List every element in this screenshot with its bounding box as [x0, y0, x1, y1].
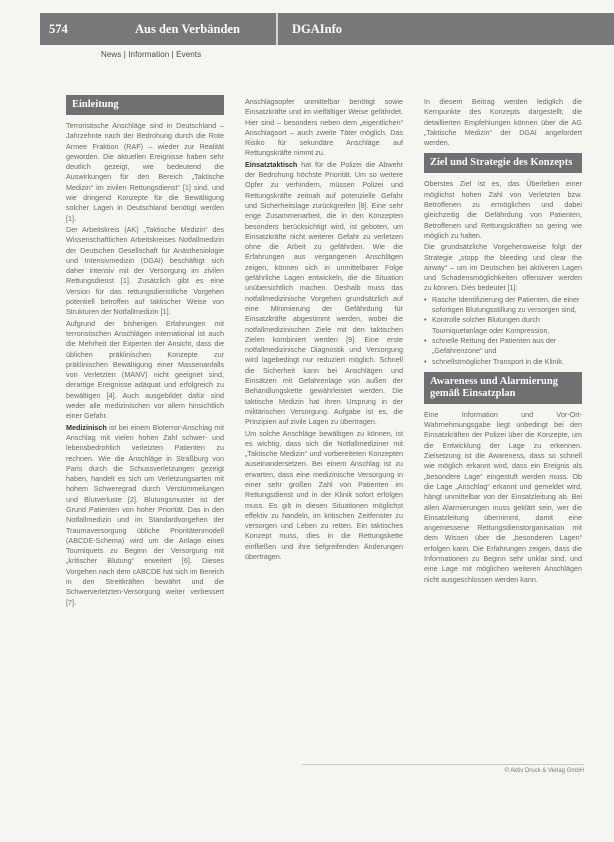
- column-3: [424, 97, 582, 586]
- heading-ziel-strategie: Ziel und Strategie des Konzepts: [424, 153, 582, 173]
- section-title: Aus den Verbänden: [135, 22, 240, 36]
- paragraph-lead: Einsatztaktisch: [245, 159, 298, 169]
- column-2: [245, 97, 403, 563]
- paragraph: [66, 423, 224, 608]
- heading-awareness: Awareness und Alarmierung gemäß Einsatzplan: [424, 372, 582, 404]
- column-1: [66, 90, 224, 609]
- paragraph: Die grundsätzliche Vorgehensweise folgt der Strategie „stopp the bleeding und clear the airway“ – um im Deutschen bei aktiveren Lagen und Schadensmöglichkeiten offensiver werden zu können. Dies bedeutet [1]:: [424, 242, 582, 293]
- paragraph-lead: Medizinisch: [66, 422, 107, 432]
- paragraph: Der Arbeitskreis (AK) „Taktische Medizin“ des Wissenschaftlichen Arbeitskreises Notfallmedizin der Deutschen Gesellschaft für Anästhesiologie und Intensivmedizin (DGAI) beschäftigt sich daher intensiv mit der Versorgung im zivilen Rettungsdienst [1]. Zusätzlich gibt es eine Version für das rettungsdienstliche Vorgehen potentiell betroffen auf taktischer Weise von Strukturen der Notfallmedizin [1].: [66, 224, 224, 317]
- list-item: • schnelle Rettung der Patienten aus der „Gefahrenzone“ und: [424, 336, 582, 357]
- list-item: • Kontrolle solcher Blutungen durch Tourniquetanlage oder Kompression,: [424, 315, 582, 336]
- paragraph: Oberstes Ziel ist es, das Überleben einer möglichst hohen Zahl von Verletzten bzw. Betroffenen zu ermöglichen und dabei gleichzeitig die Gefährdung von Patienten, Betroffenen und Rettungskräften so gering wie möglich zu halten.: [424, 179, 582, 240]
- page-number: 574: [49, 22, 68, 36]
- paragraph-body: hat für die Polizei die Abwehr der Bedrohung höchste Priorität. Um so weitere Opfer zu verhindern, müssen Polizei und Rettungskräfte zeitnah auf potenzielle Gefahr und Sicherheitslage zurückgreifen [8]. Eine sehr enge Zusammenarbeit, die in den Konzepten besonders berücksichtigt wird, ist geboten, um Einsatzkräfte nicht weiterer Gefahr zu verletzen ohne die Arbeit zu gefährden. Wie die Erfahrungen aus vergangenen Anschlägen zeigen, können sich in unmittelbarer Folge gefährliche Lagen entwickeln, die die Situation unübersichtlich machen. Deshalb muss das notfallmedizinische Vorgehen grundsätzlich auf eine Minimierung der Gefährdung für Einsatzkräfte abgestimmt werden, wobei die notfallmedizinischen Ziele mit den taktischen Zielen kombiniert werden [9]. Eine erste notfallmedizinische Diagnostik und Versorgung wird lagebedingt nur reduziert möglich. Schnell die Sicherheit kann bei Anschlägen und Einsätzen mit Gefahrenlage von außen der Behandlungskette gewährleistet werden. Die taktische Medizin hat ihren Ursprung in der militärischen Versorgung. Aufgabe ist es, die Prinzipien auf zivile Lagen zu übertragen.: [245, 159, 403, 427]
- magazine-title: DGAInfo: [292, 22, 343, 36]
- heading-einleitung: Einleitung: [66, 95, 224, 115]
- page-header: [40, 13, 614, 45]
- paragraph: Terroristische Anschläge sind in Deutschland – Jahrzehnte nach der Bedrohung durch die Rote Armee Fraktion (RAF) – wieder zur Realität geworden. Die aktuellen Ereignisse haben sehr deutlich gezeigt, wie bedeutend die Auswirkungen für den Bereich „Taktische Medizin“ im zivilen Rettungsdienst“ [1] sind, und wie dringend Konzepte für die Bewältigung solcher Lagen in Deutschland benötigt werden [1].: [66, 121, 224, 223]
- paragraph: Eine Information und Vor-Ort-Wahrnehmungsgabe liegt unbedingt bei den Einsatzkräften der Polizei über die Konzepte, um die Entwicklung der Lage zu erkennen. Zielsetzung ist die Awareness, dass so schnell wie möglich erkannt wird, dass ein Ereignis als „besondere Lage“ eingestuft werden muss. Ob die Lage „Anschlag“ erkannt und gemeldet wird, hängt unmittelbar von der Einsatzleitung ab. Bei allen Alarmierungen muss geklärt sein, wer die Einsatzleitung übernimmt, damit eine angemessene Rettungsdienstorganisation mit dem Wissen über die „besonderen Lagen“ erfolgen kann. Die Erfahrungen zeigen, dass die Informationen zu Beginn sehr unklar sind, und eine Lage mit möglichen weiteren Anschlägen nicht ausgeschlossen werden kann.: [424, 409, 582, 584]
- bullet-list: [424, 295, 582, 367]
- list-item: • schnellstmöglicher Transport in die Klinik.: [424, 357, 582, 367]
- paragraph: Anschlagsopfer unmittelbar benötigt sowie Einsatzkräfte und im vielfältiger Weise gefährdet. Hier sind – besonders neben dem „eigentlichen“ Anschlagsort – auch zweite Täter möglich. Das Risiko für sekundäre Anschläge auf Rettungskräfte nimmt zu.: [245, 97, 403, 158]
- paragraph: Um solche Anschläge bewältigen zu können, ist es wichtig, dass sich die Notfallmediziner mit „Taktische Medizin“ und vorbereiteten Konzepten auseinandersetzen. Bei einem Anschlag ist zu erwarten, dass eine medizinische Versorgung in einer sehr großen Zahl von Patienten im Rettungsdienst und in der Klinik sofort erfolgen muss. Es gilt in diesen Situationen möglichst effektiv zu handeln, im kritischen Zeitfenster zu versorgen und Leben zu retten. Ein taktisches Konzept muss, dies in die Rettungskette einfließen und ihre tiefgreifenden Änderungen übertragen.: [245, 428, 403, 562]
- subnav: News | Information | Events: [101, 50, 202, 59]
- paragraph: Aufgrund der bisherigen Erfahrungen mit terroristischen Anschlägen international ist auch die Mehrheit der Experten der Ansicht, dass die üblichen präklinischen Konzepte zur präklinischen Bewältigung einer Massenanfalls von Verletzten (MANV) nicht geeignet sind, derartige Ereignisse adäquat und erfolgreich zu bewältigen [4]. Auch ausgebildet dafür sind weder alle medizinischen vor allem hinsichtlich einer Gefahr.: [66, 318, 224, 421]
- header-divider: [276, 13, 278, 45]
- paragraph: [245, 160, 403, 428]
- paragraph: In diesem Beitrag werden lediglich die Kernpunkte des Konzepts dargestellt; die detaillierten Empfehlungen können über die AG „Taktische Medizin“ der DGAI angefordert werden.: [424, 97, 582, 148]
- paragraph-body: ist bei einem Bioterror-Anschlag mit Anschlag mit vielen hohen Zahl schwer- und lebensbedrohlich verletzten Patienten zu rechnen. Wie die Anschläge in Straßburg von Paris durch die Schussverletzungen gezeigt haben, handelt es sich um Verletzungsarten mit hohem Schweregrad durch Verstümmelungen und Blutverluste [2]. Blutungsmuster ist der Grund Patienten von hoher Priorität. Das in den Notfallmedizin und im Standardvorgehen der Traumaversorgung übliche Prioritätenmodell (ABCDE-Schema) wird um die Anlage eines Tourniquets zu Beginn der Versorgung mit „kritischer Blutung“ erweitert [6]. Dieses Vorgehen nach dem cABCDE hat sich im Bereich in den Streitkräften bewährt und die Schwerverletzten-Versorgung weiter verbessert [7].: [66, 422, 224, 607]
- footer-copyright: © Aktiv Druck & Verlag GmbH: [302, 764, 584, 774]
- list-item: • Rasche Identifizierung der Patienten, die einer sofortigen Blutungsstillung zu versorgen sind,: [424, 295, 582, 316]
